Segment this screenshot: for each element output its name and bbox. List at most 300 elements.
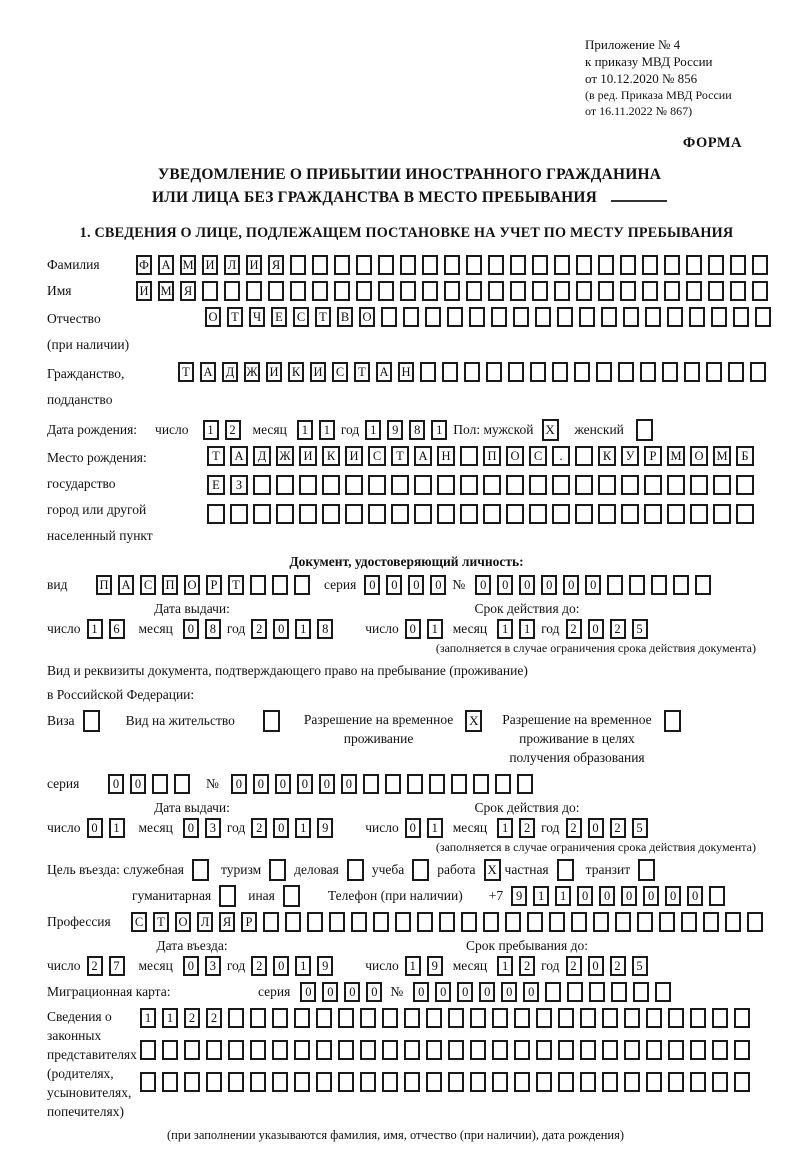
legal-reps-row-2-cells-7[interactable] — [272, 1040, 288, 1060]
citizenship-cells-7[interactable]: И — [310, 362, 326, 382]
doc-number-cells-11[interactable] — [695, 575, 711, 595]
profession-cells-15[interactable] — [439, 912, 455, 932]
birthplace-row-1-cells-8[interactable]: С — [368, 446, 386, 466]
citizenship-cells-1[interactable]: Т — [178, 362, 194, 382]
surname-cells-16[interactable] — [466, 255, 482, 275]
purpose-business-checkbox[interactable] — [347, 859, 364, 881]
legal-reps-row-1-cells-11[interactable] — [360, 1008, 376, 1028]
birthplace-row-1-cells-20[interactable]: Р — [644, 446, 662, 466]
given-name-cells-16[interactable] — [466, 281, 482, 301]
doc-issue-day-cells-2[interactable]: 6 — [109, 619, 125, 639]
permit-number-cells-14[interactable] — [517, 774, 533, 794]
entry-month-cells-2[interactable]: 3 — [205, 956, 221, 976]
doc-type-cells-6[interactable]: Р — [206, 575, 222, 595]
birthplace-row-2-cells-22[interactable] — [690, 475, 708, 495]
birthplace-row-3-cells-18[interactable] — [598, 504, 616, 524]
legal-reps-row-1-cells-15[interactable] — [448, 1008, 464, 1028]
permit-issue-year-cells-2[interactable]: 0 — [273, 818, 289, 838]
legal-reps-row-2-cells-11[interactable] — [360, 1040, 376, 1060]
legal-reps-row-3-cells-18[interactable] — [514, 1072, 530, 1092]
birthplace-row-1-cells-18[interactable]: К — [598, 446, 616, 466]
doc-number-cells-6[interactable]: 0 — [585, 575, 601, 595]
migration-number-cells-6[interactable]: 0 — [523, 982, 539, 1002]
given-name-cells-7[interactable] — [268, 281, 284, 301]
legal-reps-row-3-cells-12[interactable] — [382, 1072, 398, 1092]
citizenship-cells-24[interactable] — [684, 362, 700, 382]
birthplace-row-2-cells-21[interactable] — [667, 475, 685, 495]
doc-series-cells-2[interactable]: 0 — [386, 575, 402, 595]
purpose-other-checkbox[interactable] — [283, 885, 300, 907]
doc-number-cells-8[interactable] — [629, 575, 645, 595]
stay-year-cells-1[interactable]: 2 — [566, 956, 582, 976]
legal-reps-row-1-cells-6[interactable] — [250, 1008, 266, 1028]
birthplace-row-2-cells-17[interactable] — [575, 475, 593, 495]
surname-cells-19[interactable] — [532, 255, 548, 275]
profession-cells-8[interactable] — [285, 912, 301, 932]
birthplace-row-3-cells-17[interactable] — [575, 504, 593, 524]
permit-number-cells-3[interactable]: 0 — [275, 774, 291, 794]
surname-cells-24[interactable] — [642, 255, 658, 275]
legal-reps-row-3-cells-20[interactable] — [558, 1072, 574, 1092]
birthplace-row-2-cells-7[interactable] — [345, 475, 363, 495]
birthplace-row-3-cells-1[interactable] — [207, 504, 225, 524]
legal-reps-row-3-cells-4[interactable] — [206, 1072, 222, 1092]
permit-expiry-year-cells-1[interactable]: 2 — [566, 818, 582, 838]
doc-number-cells-3[interactable]: 0 — [519, 575, 535, 595]
doc-type-cells-7[interactable]: Т — [228, 575, 244, 595]
temp-residence-checkbox[interactable]: X — [465, 710, 482, 732]
given-name-cells-6[interactable] — [246, 281, 262, 301]
migration-series-cells-1[interactable]: 0 — [300, 982, 316, 1002]
citizenship-cells-26[interactable] — [728, 362, 744, 382]
patronymic-cells-1[interactable]: О — [205, 307, 221, 327]
given-name-cells-2[interactable]: М — [158, 281, 174, 301]
legal-reps-row-1-cells-4[interactable]: 2 — [206, 1008, 222, 1028]
patronymic-cells-17[interactable] — [557, 307, 573, 327]
legal-reps-row-3-cells-6[interactable] — [250, 1072, 266, 1092]
given-name-cells-18[interactable] — [510, 281, 526, 301]
given-name-cells-20[interactable] — [554, 281, 570, 301]
birthplace-row-1-cells-24[interactable]: Б — [736, 446, 754, 466]
legal-reps-row-1-cells-25[interactable] — [668, 1008, 684, 1028]
surname-cells-28[interactable] — [730, 255, 746, 275]
legal-reps-row-2-cells-18[interactable] — [514, 1040, 530, 1060]
migration-number-cells-4[interactable]: 0 — [479, 982, 495, 1002]
profession-cells-21[interactable] — [571, 912, 587, 932]
citizenship-cells-20[interactable] — [596, 362, 612, 382]
patronymic-cells-24[interactable] — [711, 307, 727, 327]
permit-expiry-year-cells-4[interactable]: 5 — [632, 818, 648, 838]
doc-issue-year-cells-2[interactable]: 0 — [273, 619, 289, 639]
birthplace-row-2-cells-16[interactable] — [552, 475, 570, 495]
birthplace-row-1-cells-10[interactable]: А — [414, 446, 432, 466]
birthplace-row-2-cells-5[interactable] — [299, 475, 317, 495]
legal-reps-row-2-cells-26[interactable] — [690, 1040, 706, 1060]
permit-number-cells-12[interactable] — [473, 774, 489, 794]
legal-reps-row-3-cells-3[interactable] — [184, 1072, 200, 1092]
patronymic-cells-13[interactable] — [469, 307, 485, 327]
birthplace-row-2-cells-3[interactable] — [253, 475, 271, 495]
birthplace-row-3-cells-8[interactable] — [368, 504, 386, 524]
doc-issue-year-cells-4[interactable]: 8 — [317, 619, 333, 639]
doc-expiry-year-cells-2[interactable]: 0 — [588, 619, 604, 639]
surname-cells-25[interactable] — [664, 255, 680, 275]
patronymic-cells-15[interactable] — [513, 307, 529, 327]
legal-reps-row-2-cells-14[interactable] — [426, 1040, 442, 1060]
doc-issue-year-cells-1[interactable]: 2 — [251, 619, 267, 639]
migration-series-cells-4[interactable]: 0 — [366, 982, 382, 1002]
entry-day-cells-1[interactable]: 2 — [87, 956, 103, 976]
female-checkbox[interactable] — [636, 419, 653, 441]
birthplace-row-3-cells-7[interactable] — [345, 504, 363, 524]
permit-expiry-month-cells-1[interactable]: 1 — [497, 818, 513, 838]
doc-type-cells-2[interactable]: А — [118, 575, 134, 595]
citizenship-cells-22[interactable] — [640, 362, 656, 382]
legal-reps-row-1-cells-5[interactable] — [228, 1008, 244, 1028]
surname-cells-8[interactable] — [290, 255, 306, 275]
profession-cells-20[interactable] — [549, 912, 565, 932]
surname-cells-22[interactable] — [598, 255, 614, 275]
doc-type-cells-9[interactable] — [272, 575, 288, 595]
given-name-cells-14[interactable] — [422, 281, 438, 301]
surname-cells-10[interactable] — [334, 255, 350, 275]
surname-cells-13[interactable] — [400, 255, 416, 275]
birthplace-row-3-cells-19[interactable] — [621, 504, 639, 524]
doc-type-cells-5[interactable]: О — [184, 575, 200, 595]
surname-cells-12[interactable] — [378, 255, 394, 275]
doc-issue-month-cells-2[interactable]: 8 — [205, 619, 221, 639]
permit-number-cells-11[interactable] — [451, 774, 467, 794]
patronymic-cells-12[interactable] — [447, 307, 463, 327]
entry-year-cells-1[interactable]: 2 — [251, 956, 267, 976]
legal-reps-row-2-cells-22[interactable] — [602, 1040, 618, 1060]
legal-reps-row-3-cells-14[interactable] — [426, 1072, 442, 1092]
legal-reps-row-1-cells-28[interactable] — [734, 1008, 750, 1028]
birthplace-row-3-cells-13[interactable] — [483, 504, 501, 524]
profession-cells-13[interactable] — [395, 912, 411, 932]
legal-reps-row-3-cells-25[interactable] — [668, 1072, 684, 1092]
purpose-official-checkbox[interactable] — [192, 859, 209, 881]
given-name-cells-10[interactable] — [334, 281, 350, 301]
given-name-cells-28[interactable] — [730, 281, 746, 301]
legal-reps-row-3-cells-1[interactable] — [140, 1072, 156, 1092]
profession-cells-1[interactable]: С — [131, 912, 147, 932]
permit-series-cells-4[interactable] — [174, 774, 190, 794]
doc-series-cells-1[interactable]: 0 — [364, 575, 380, 595]
profession-cells-19[interactable] — [527, 912, 543, 932]
migration-series-cells-2[interactable]: 0 — [322, 982, 338, 1002]
citizenship-cells-27[interactable] — [750, 362, 766, 382]
legal-reps-row-3-cells-10[interactable] — [338, 1072, 354, 1092]
given-name-cells-29[interactable] — [752, 281, 768, 301]
surname-cells-4[interactable]: И — [202, 255, 218, 275]
surname-cells-14[interactable] — [422, 255, 438, 275]
birthplace-row-2-cells-20[interactable] — [644, 475, 662, 495]
phone-cells-8[interactable]: 0 — [665, 886, 681, 906]
birthplace-row-3-cells-2[interactable] — [230, 504, 248, 524]
birth-year-cells-4[interactable]: 1 — [431, 420, 447, 440]
profession-cells-18[interactable] — [505, 912, 521, 932]
surname-cells-2[interactable]: А — [158, 255, 174, 275]
legal-reps-row-3-cells-19[interactable] — [536, 1072, 552, 1092]
surname-cells-23[interactable] — [620, 255, 636, 275]
legal-reps-row-1-cells-7[interactable] — [272, 1008, 288, 1028]
doc-expiry-month-cells-1[interactable]: 1 — [497, 619, 513, 639]
birthplace-row-1-cells-13[interactable]: П — [483, 446, 501, 466]
migration-number-cells-9[interactable] — [589, 982, 605, 1002]
legal-reps-row-1-cells-22[interactable] — [602, 1008, 618, 1028]
doc-expiry-day-cells-2[interactable]: 1 — [427, 619, 443, 639]
surname-cells-3[interactable]: М — [180, 255, 196, 275]
stay-year-cells-4[interactable]: 5 — [632, 956, 648, 976]
profession-cells-12[interactable] — [373, 912, 389, 932]
patronymic-cells-9[interactable] — [381, 307, 397, 327]
given-name-cells-25[interactable] — [664, 281, 680, 301]
birthplace-row-2-cells-2[interactable]: З — [230, 475, 248, 495]
birth-year-cells-3[interactable]: 8 — [409, 420, 425, 440]
phone-cells-1[interactable]: 9 — [511, 886, 527, 906]
citizenship-cells-3[interactable]: Д — [222, 362, 238, 382]
given-name-cells-5[interactable] — [224, 281, 240, 301]
residence-permit-checkbox[interactable] — [263, 710, 280, 732]
birthplace-row-1-cells-5[interactable]: И — [299, 446, 317, 466]
patronymic-cells-8[interactable]: О — [359, 307, 375, 327]
patronymic-cells-25[interactable] — [733, 307, 749, 327]
legal-reps-row-1-cells-9[interactable] — [316, 1008, 332, 1028]
surname-cells-7[interactable]: Я — [268, 255, 284, 275]
profession-cells-3[interactable]: О — [175, 912, 191, 932]
doc-number-cells-10[interactable] — [673, 575, 689, 595]
legal-reps-row-2-cells-6[interactable] — [250, 1040, 266, 1060]
birthplace-row-3-cells-22[interactable] — [690, 504, 708, 524]
legal-reps-row-2-cells-25[interactable] — [668, 1040, 684, 1060]
legal-reps-row-1-cells-21[interactable] — [580, 1008, 596, 1028]
purpose-study-checkbox[interactable] — [412, 859, 429, 881]
migration-number-cells-3[interactable]: 0 — [457, 982, 473, 1002]
migration-number-cells-11[interactable] — [633, 982, 649, 1002]
profession-cells-14[interactable] — [417, 912, 433, 932]
patronymic-cells-10[interactable] — [403, 307, 419, 327]
legal-reps-row-2-cells-1[interactable] — [140, 1040, 156, 1060]
permit-number-cells-2[interactable]: 0 — [253, 774, 269, 794]
profession-cells-29[interactable] — [747, 912, 763, 932]
surname-cells-21[interactable] — [576, 255, 592, 275]
surname-cells-11[interactable] — [356, 255, 372, 275]
legal-reps-row-2-cells-27[interactable] — [712, 1040, 728, 1060]
doc-expiry-year-cells-1[interactable]: 2 — [566, 619, 582, 639]
legal-reps-row-3-cells-9[interactable] — [316, 1072, 332, 1092]
legal-reps-row-1-cells-17[interactable] — [492, 1008, 508, 1028]
citizenship-cells-5[interactable]: И — [266, 362, 282, 382]
entry-year-cells-3[interactable]: 1 — [295, 956, 311, 976]
legal-reps-row-1-cells-20[interactable] — [558, 1008, 574, 1028]
legal-reps-row-2-cells-20[interactable] — [558, 1040, 574, 1060]
birthplace-row-3-cells-15[interactable] — [529, 504, 547, 524]
given-name-cells-3[interactable]: Я — [180, 281, 196, 301]
birthplace-row-1-cells-6[interactable]: К — [322, 446, 340, 466]
legal-reps-row-1-cells-18[interactable] — [514, 1008, 530, 1028]
permit-expiry-year-cells-3[interactable]: 2 — [610, 818, 626, 838]
birth-month-cells-2[interactable]: 1 — [319, 420, 335, 440]
surname-cells-29[interactable] — [752, 255, 768, 275]
birth-month-cells-1[interactable]: 1 — [297, 420, 313, 440]
permit-issue-day-cells-2[interactable]: 1 — [109, 818, 125, 838]
legal-reps-row-1-cells-13[interactable] — [404, 1008, 420, 1028]
patronymic-cells-23[interactable] — [689, 307, 705, 327]
purpose-tourism-checkbox[interactable] — [269, 859, 286, 881]
given-name-cells-8[interactable] — [290, 281, 306, 301]
birthplace-row-3-cells-5[interactable] — [299, 504, 317, 524]
stay-day-cells-2[interactable]: 9 — [427, 956, 443, 976]
permit-number-cells-5[interactable]: 0 — [319, 774, 335, 794]
birthplace-row-1-cells-22[interactable]: О — [690, 446, 708, 466]
profession-cells-22[interactable] — [593, 912, 609, 932]
patronymic-cells-2[interactable]: Т — [227, 307, 243, 327]
surname-cells-20[interactable] — [554, 255, 570, 275]
stay-month-cells-1[interactable]: 1 — [497, 956, 513, 976]
legal-reps-row-1-cells-26[interactable] — [690, 1008, 706, 1028]
permit-number-cells-7[interactable] — [363, 774, 379, 794]
legal-reps-row-3-cells-13[interactable] — [404, 1072, 420, 1092]
doc-type-cells-8[interactable] — [250, 575, 266, 595]
birthplace-row-2-cells-19[interactable] — [621, 475, 639, 495]
legal-reps-row-1-cells-19[interactable] — [536, 1008, 552, 1028]
given-name-cells-1[interactable]: И — [136, 281, 152, 301]
legal-reps-row-3-cells-8[interactable] — [294, 1072, 310, 1092]
citizenship-cells-23[interactable] — [662, 362, 678, 382]
doc-number-cells-9[interactable] — [651, 575, 667, 595]
birthplace-row-3-cells-23[interactable] — [713, 504, 731, 524]
birthplace-row-1-cells-21[interactable]: М — [667, 446, 685, 466]
profession-cells-11[interactable] — [351, 912, 367, 932]
legal-reps-row-1-cells-12[interactable] — [382, 1008, 398, 1028]
surname-cells-9[interactable] — [312, 255, 328, 275]
citizenship-cells-17[interactable] — [530, 362, 546, 382]
birthplace-row-1-cells-2[interactable]: А — [230, 446, 248, 466]
birthplace-row-2-cells-9[interactable] — [391, 475, 409, 495]
permit-expiry-day-cells-2[interactable]: 1 — [427, 818, 443, 838]
birthplace-row-2-cells-18[interactable] — [598, 475, 616, 495]
legal-reps-row-3-cells-21[interactable] — [580, 1072, 596, 1092]
stay-month-cells-2[interactable]: 2 — [519, 956, 535, 976]
profession-cells-6[interactable]: Р — [241, 912, 257, 932]
legal-reps-row-2-cells-17[interactable] — [492, 1040, 508, 1060]
legal-reps-row-1-cells-8[interactable] — [294, 1008, 310, 1028]
surname-cells-26[interactable] — [686, 255, 702, 275]
edu-residence-checkbox[interactable] — [664, 710, 681, 732]
birthplace-row-2-cells-1[interactable]: Е — [207, 475, 225, 495]
patronymic-cells-22[interactable] — [667, 307, 683, 327]
birthplace-row-3-cells-3[interactable] — [253, 504, 271, 524]
patronymic-cells-6[interactable]: Т — [315, 307, 331, 327]
migration-number-cells-5[interactable]: 0 — [501, 982, 517, 1002]
citizenship-cells-14[interactable] — [464, 362, 480, 382]
legal-reps-row-2-cells-12[interactable] — [382, 1040, 398, 1060]
male-checkbox[interactable]: X — [542, 419, 559, 441]
legal-reps-row-1-cells-23[interactable] — [624, 1008, 640, 1028]
doc-type-cells-10[interactable] — [294, 575, 310, 595]
birthplace-row-2-cells-12[interactable] — [460, 475, 478, 495]
birthplace-row-3-cells-24[interactable] — [736, 504, 754, 524]
legal-reps-row-2-cells-15[interactable] — [448, 1040, 464, 1060]
citizenship-cells-10[interactable]: А — [376, 362, 392, 382]
citizenship-cells-15[interactable] — [486, 362, 502, 382]
legal-reps-row-2-cells-13[interactable] — [404, 1040, 420, 1060]
legal-reps-row-2-cells-9[interactable] — [316, 1040, 332, 1060]
profession-cells-10[interactable] — [329, 912, 345, 932]
birthplace-row-3-cells-11[interactable] — [437, 504, 455, 524]
surname-cells-27[interactable] — [708, 255, 724, 275]
permit-expiry-day-cells-1[interactable]: 0 — [405, 818, 421, 838]
permit-number-cells-9[interactable] — [407, 774, 423, 794]
patronymic-cells-5[interactable]: С — [293, 307, 309, 327]
patronymic-cells-7[interactable]: В — [337, 307, 353, 327]
birthplace-row-1-cells-3[interactable]: Д — [253, 446, 271, 466]
doc-number-cells-1[interactable]: 0 — [475, 575, 491, 595]
phone-cells-7[interactable]: 0 — [643, 886, 659, 906]
given-name-cells-22[interactable] — [598, 281, 614, 301]
permit-number-cells-13[interactable] — [495, 774, 511, 794]
birthplace-row-3-cells-16[interactable] — [552, 504, 570, 524]
citizenship-cells-16[interactable] — [508, 362, 524, 382]
migration-series-cells-3[interactable]: 0 — [344, 982, 360, 1002]
patronymic-cells-3[interactable]: Ч — [249, 307, 265, 327]
given-name-cells-23[interactable] — [620, 281, 636, 301]
doc-series-cells-3[interactable]: 0 — [408, 575, 424, 595]
birthplace-row-2-cells-11[interactable] — [437, 475, 455, 495]
birth-year-cells-2[interactable]: 9 — [387, 420, 403, 440]
profession-cells-23[interactable] — [615, 912, 631, 932]
legal-reps-row-1-cells-24[interactable] — [646, 1008, 662, 1028]
legal-reps-row-3-cells-7[interactable] — [272, 1072, 288, 1092]
permit-number-cells-10[interactable] — [429, 774, 445, 794]
legal-reps-row-3-cells-11[interactable] — [360, 1072, 376, 1092]
legal-reps-row-3-cells-5[interactable] — [228, 1072, 244, 1092]
legal-reps-row-1-cells-2[interactable]: 1 — [162, 1008, 178, 1028]
doc-series-cells-4[interactable]: 0 — [430, 575, 446, 595]
given-name-cells-15[interactable] — [444, 281, 460, 301]
given-name-cells-12[interactable] — [378, 281, 394, 301]
citizenship-cells-21[interactable] — [618, 362, 634, 382]
birthplace-row-2-cells-6[interactable] — [322, 475, 340, 495]
purpose-work-checkbox[interactable]: X — [484, 859, 501, 881]
citizenship-cells-11[interactable]: Н — [398, 362, 414, 382]
citizenship-cells-6[interactable]: К — [288, 362, 304, 382]
stay-day-cells-1[interactable]: 1 — [405, 956, 421, 976]
legal-reps-row-2-cells-23[interactable] — [624, 1040, 640, 1060]
citizenship-cells-4[interactable]: Ж — [244, 362, 260, 382]
birthplace-row-3-cells-10[interactable] — [414, 504, 432, 524]
profession-cells-2[interactable]: Т — [153, 912, 169, 932]
surname-cells-5[interactable]: Л — [224, 255, 240, 275]
given-name-cells-19[interactable] — [532, 281, 548, 301]
purpose-humanitarian-checkbox[interactable] — [219, 885, 236, 907]
birthplace-row-1-cells-15[interactable]: С — [529, 446, 547, 466]
given-name-cells-27[interactable] — [708, 281, 724, 301]
phone-cells-2[interactable]: 1 — [533, 886, 549, 906]
birthplace-row-2-cells-14[interactable] — [506, 475, 524, 495]
permit-issue-month-cells-1[interactable]: 0 — [183, 818, 199, 838]
permit-issue-year-cells-4[interactable]: 9 — [317, 818, 333, 838]
patronymic-cells-20[interactable] — [623, 307, 639, 327]
birthplace-row-3-cells-4[interactable] — [276, 504, 294, 524]
doc-issue-year-cells-3[interactable]: 1 — [295, 619, 311, 639]
birthplace-row-3-cells-6[interactable] — [322, 504, 340, 524]
birthplace-row-1-cells-19[interactable]: У — [621, 446, 639, 466]
given-name-cells-9[interactable] — [312, 281, 328, 301]
migration-number-cells-1[interactable]: 0 — [413, 982, 429, 1002]
entry-year-cells-4[interactable]: 9 — [317, 956, 333, 976]
